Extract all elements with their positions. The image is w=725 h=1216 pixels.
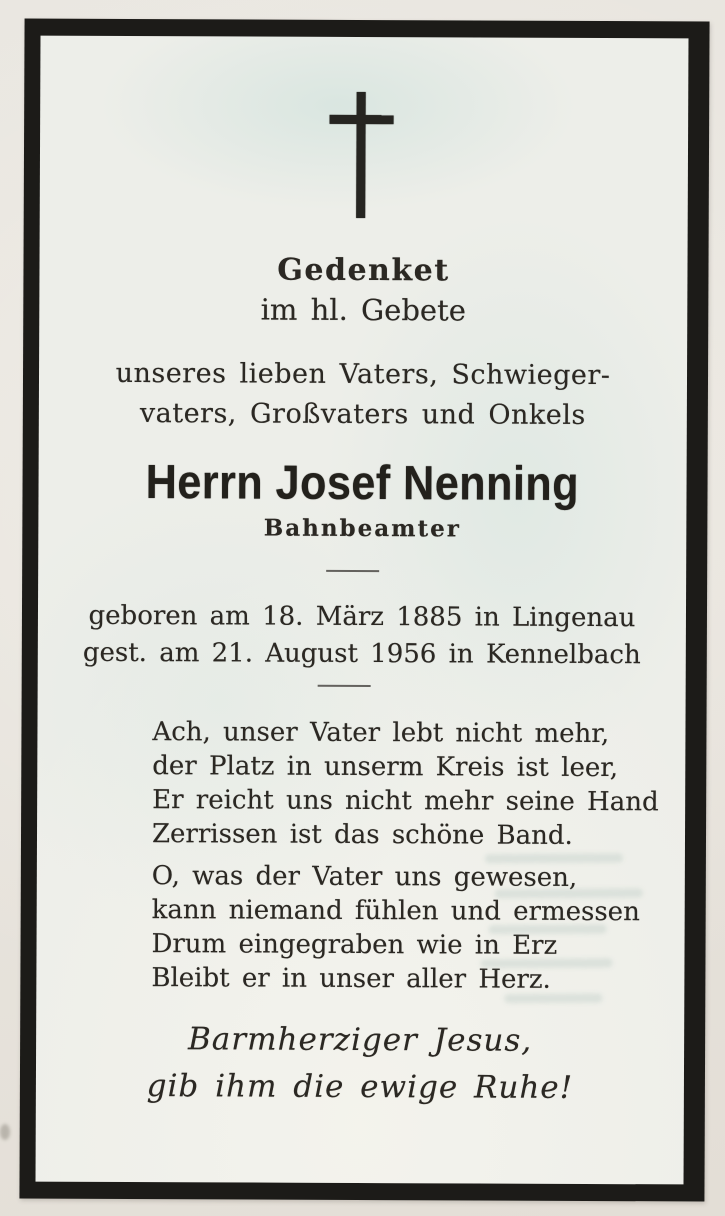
- poem-line: der Platz in unserm Kreis ist leer,: [152, 751, 619, 784]
- poem-line: Drum eingegraben wie in Erz: [151, 929, 558, 961]
- life-dates: [38, 598, 686, 675]
- memorial-card: [19, 19, 709, 1202]
- poem-line: Zerrissen ist das schöne Band.: [151, 819, 573, 851]
- show-through-mark: [504, 994, 602, 1004]
- card-subtitle: im hl. Gebete: [260, 292, 467, 328]
- death-date-line: gest. am 21. August 1956 in Kennelbach: [82, 637, 641, 671]
- birth-date-line: geboren am 18. März 1885 in Lingenau: [88, 600, 636, 634]
- poem-line: Er reicht uns nicht mehr seine Hand: [152, 785, 659, 818]
- poem-line: kann niemand fühlen und ermessen: [151, 895, 640, 928]
- paper-smudge: [0, 1124, 10, 1140]
- card-title: Gedenket: [277, 252, 450, 289]
- prayer-line-1: Barmherziger Jesus,: [187, 1021, 533, 1059]
- deceased-name: [38, 454, 686, 513]
- poem-line: Ach, unser Vater lebt nicht mehr,: [152, 717, 610, 750]
- show-through-mark: [480, 958, 612, 968]
- poem-line: Bleibt er in unser aller Herz.: [151, 963, 551, 995]
- divider-rule-bottom: [318, 685, 371, 687]
- cross-icon: [329, 92, 394, 218]
- show-through-mark: [489, 924, 607, 934]
- prayer-line-2: gib ihm die ewige Ruhe!: [146, 1068, 574, 1106]
- poem-line: O, was der Vater uns gewesen,: [151, 861, 578, 893]
- deceased-name-text: Herrn Josef Nenning: [145, 456, 580, 511]
- cross-horizontal-bar: [330, 115, 394, 124]
- show-through-mark: [495, 888, 643, 898]
- dedication-line-2: vaters, Großvaters und Onkels: [139, 398, 586, 431]
- cross-vertical-bar: [356, 92, 366, 218]
- closing-prayer: [36, 1016, 684, 1113]
- deceased-occupation: Bahnbeamter: [263, 514, 461, 543]
- card-paper: [36, 36, 689, 1185]
- dedication: [39, 354, 687, 437]
- show-through-mark: [485, 853, 623, 863]
- poem-stanza-1: [152, 715, 666, 853]
- dedication-line-1: unseres lieben Vaters, Schwieger-: [115, 357, 611, 392]
- divider-rule-top: [326, 570, 379, 572]
